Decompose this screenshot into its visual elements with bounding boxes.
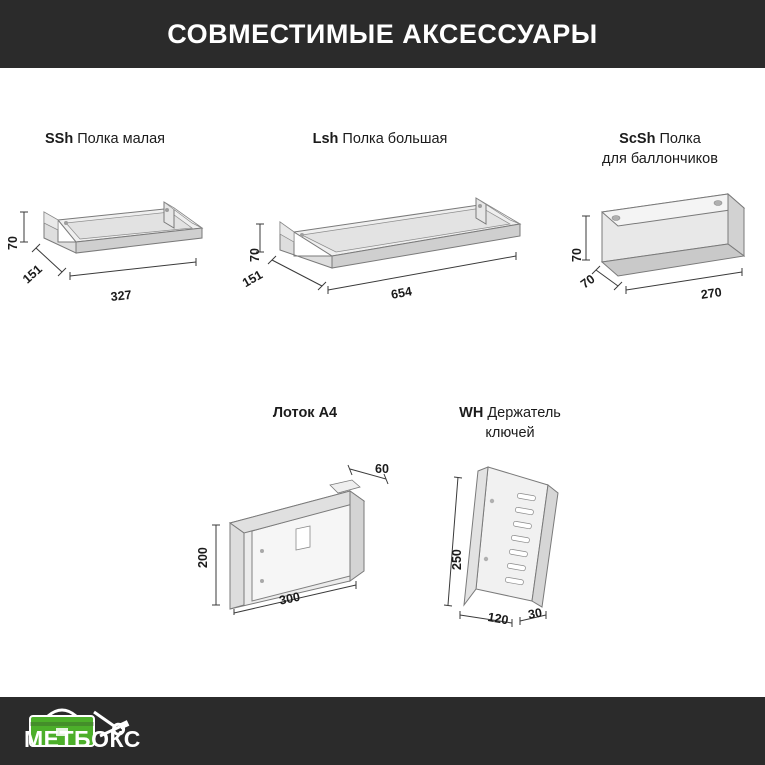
dim-tray-height: 200 [196, 547, 210, 568]
item-code-scsh: ScSh [619, 131, 656, 147]
dim-scsh-width: 270 [700, 285, 723, 302]
item-name2-scsh: для баллончиков [602, 150, 718, 167]
drawing-tray [200, 455, 400, 615]
dim-scsh-height: 70 [570, 248, 584, 262]
drawing-scsh [578, 190, 763, 315]
item-label-ssh [10, 130, 200, 150]
dim-wh-width: 120 [486, 610, 510, 628]
drawing-lsh [236, 190, 536, 320]
dim-tray-width: 300 [278, 589, 302, 608]
dim-ssh-height: 70 [6, 236, 20, 250]
item-label-lsh [240, 130, 520, 150]
page-title: СОВМЕСТИМЫЕ АКСЕССУАРЫ [167, 18, 598, 49]
dim-scsh-depth: 70 [578, 271, 598, 292]
dim-wh-thickness: 30 [527, 605, 544, 622]
item-label-tray [190, 404, 420, 424]
item-code-wh: WH [459, 405, 484, 421]
item-code-ssh: SSh [44, 131, 74, 147]
dim-lsh-width: 654 [390, 284, 413, 302]
logo-text: МЕТБОКС [24, 726, 141, 752]
dim-ssh-width: 327 [110, 287, 133, 304]
item-name-ssh: Полка малая [77, 131, 166, 147]
item-name2-wh: ключей [485, 424, 535, 441]
dim-ssh-depth: 151 [20, 262, 45, 287]
item-name-scsh: Полка [659, 131, 701, 147]
item-code-lsh: Lsh [312, 131, 339, 147]
dim-tray-depth: 60 [375, 462, 389, 476]
item-code-tray: Лоток А4 [272, 405, 338, 421]
drawing-wh [440, 455, 580, 630]
item-name-wh: Держатель [487, 405, 561, 421]
dim-wh-height: 250 [450, 549, 464, 570]
dim-lsh-height: 70 [248, 248, 262, 262]
item-label-wh [410, 404, 610, 443]
dim-lsh-depth: 151 [240, 267, 266, 291]
item-label-scsh [560, 130, 760, 169]
item-name-lsh: Полка большая [342, 131, 448, 147]
header-bar [0, 0, 765, 68]
